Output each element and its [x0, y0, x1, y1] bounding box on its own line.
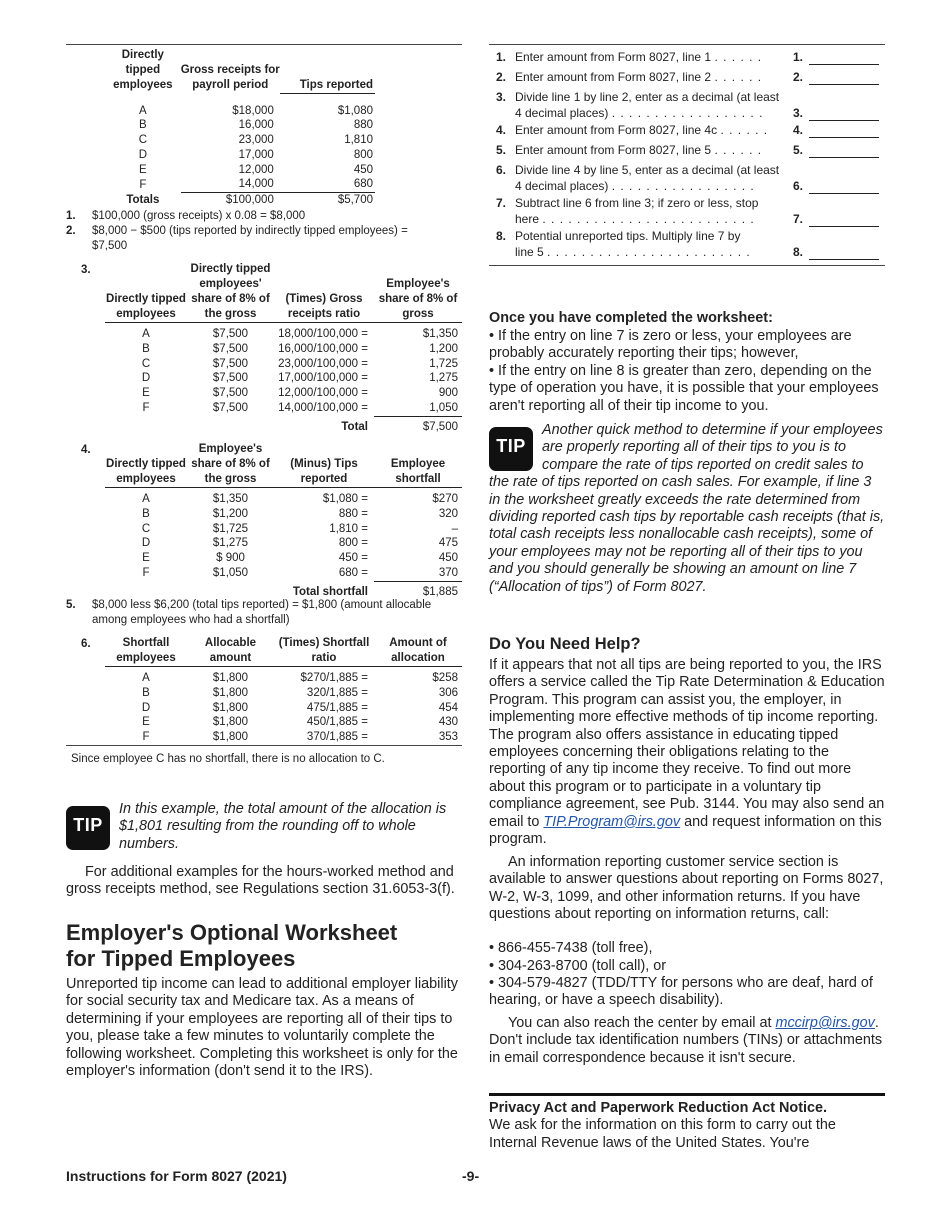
top-rule — [66, 44, 462, 45]
bullet-text: If the entry on line 7 is zero or less, your employees are probably accurately reporting their tips; however, — [489, 328, 852, 362]
leader-dots: . . . . . . . . . . . . . . . . . — [611, 179, 755, 193]
line-number: 6. — [496, 163, 507, 177]
table-cell: 306 — [438, 686, 458, 699]
privacy-rule — [489, 1093, 885, 1096]
worksheet-heading — [66, 920, 462, 972]
table-cell: D — [141, 701, 151, 714]
table-cell: – — [451, 522, 458, 535]
footer-title: Instructions for Form 8027 (2021) — [66, 1168, 287, 1184]
worksheet-line — [489, 195, 885, 227]
help-paragraph: If it appears that not all tips are being reported to you, the IRS offers a service called the Tip Rate Determination & Education Program. This program can assist you, the employer, in implementing more effective methods of tip income reporting. The program also offers assistance in educating tipped employees concerning their obligations relating to the reporting of any tip income they receive. To find out more about this program or to participate in a voluntary tip compliance agreement, see Pub. 3144. You may also send an email to TIP.Program@irs.gov and request information on this program. — [489, 657, 885, 848]
table-cell: F — [142, 567, 150, 580]
worksheet-bottom-rule — [489, 265, 885, 266]
step-number: 6. — [81, 638, 91, 650]
step-number: 1. — [66, 210, 76, 222]
table-cell: E — [142, 387, 150, 400]
table-header: Allocable amount — [187, 636, 274, 667]
phone-text: 866-455-7438 (toll free), — [498, 940, 653, 956]
table-cell: 1,050 — [374, 401, 462, 416]
page-number: -9- — [462, 1168, 480, 1184]
leader-dots: . . . . . . . . . . . . . . . . . . . . . . . . . — [542, 212, 755, 226]
line-text: Enter amount from Form 8027, line 1 — [515, 50, 712, 64]
table-cell: $7,500 — [212, 402, 249, 415]
table-cell: $7,500 — [212, 342, 249, 355]
table-header: Shortfall employees — [105, 636, 187, 667]
table-header: Directly tipped employees — [105, 442, 187, 488]
line-label: 4. — [793, 123, 804, 137]
total-value: $7,500 — [422, 420, 458, 433]
line-number: 7. — [496, 196, 507, 210]
table-cell: 17,000 — [238, 148, 274, 161]
privacy-heading: Privacy Act and Paperwork Reduction Act Notice. — [489, 1100, 828, 1116]
entry-field[interactable] — [809, 107, 879, 121]
heading-line: for Tipped Employees — [66, 946, 296, 971]
privacy-paragraph — [489, 1100, 885, 1152]
table-header: Directly tipped employees' share of 8% of the gross — [187, 262, 274, 323]
total-row — [105, 416, 462, 434]
table-cell: 1,200 — [429, 342, 458, 355]
table-row — [105, 507, 462, 522]
heading-line: Employer's Optional Worksheet — [66, 920, 398, 945]
worksheet-line — [489, 122, 885, 138]
table-cell: E — [142, 716, 150, 729]
table-cell: 430 — [438, 716, 458, 729]
email-paragraph: You can also reach the center by email at mccirp@irs.gov. Don't include tax identification numbers (TINs) or attachments in email correspondence because it isn't secure. — [489, 1015, 883, 1066]
line-number: 5. — [496, 143, 507, 157]
entry-field[interactable] — [809, 144, 879, 158]
table-cell: $258 — [432, 672, 458, 684]
line-number: 3. — [496, 90, 507, 104]
leader-dots: . . . . . . — [714, 70, 763, 84]
table-header: Amount of allocation — [374, 636, 462, 667]
table-cell: 18,000/100,000 = — [278, 328, 368, 340]
table-cell: C — [138, 134, 147, 147]
step-number: 4. — [81, 444, 91, 456]
line-text: 4 decimal places) — [515, 106, 609, 120]
table-cell: 475/1,885 = — [306, 701, 368, 714]
table-row — [105, 566, 462, 581]
table-cell: 370 — [374, 566, 462, 581]
entry-field[interactable] — [809, 180, 879, 194]
line-text: Divide line 4 by line 5, enter as a decimal (at least — [515, 163, 780, 177]
table-cell: 880 — [353, 119, 373, 132]
tip-text: In this example, the total amount of the allocation is $1,801 resulting from the rounding off to whole numbers. — [119, 801, 447, 852]
table-row — [105, 177, 375, 192]
table-body — [105, 671, 462, 745]
table-cell: E — [142, 552, 150, 565]
step-text: $100,000 (gross receipts) x 0.08 = $8,000 — [92, 210, 306, 222]
table-cell: 1,725 — [429, 357, 458, 370]
table-cell: 800 — [353, 148, 373, 161]
worksheet-line — [489, 89, 885, 121]
table-cell: A — [142, 328, 150, 340]
table-cell: $1,725 — [212, 522, 249, 535]
table-header: Directly tipped employees — [105, 262, 187, 323]
table-cell: 320/1,885 = — [306, 686, 368, 699]
mccirp-email-link[interactable]: mccirp@irs.gov — [775, 1015, 875, 1031]
table-header: Gross receipts for payroll period — [180, 64, 280, 91]
table-cell: $1,350 — [212, 493, 249, 505]
table-cell: B — [142, 686, 150, 699]
table-row — [105, 686, 462, 701]
line-number: 8. — [496, 229, 507, 243]
table-header: Employee shortfall — [374, 442, 462, 488]
table-body — [105, 104, 375, 209]
total-label: Total shortfall — [292, 585, 368, 598]
table-cell: 353 — [438, 731, 458, 744]
table-cell: 12,000 — [238, 163, 274, 176]
table-cell: 900 — [438, 387, 458, 400]
table-cell: $100,000 — [225, 194, 274, 207]
once-completed-heading: Once you have completed the worksheet: — [489, 310, 773, 326]
line-text: Divide line 1 by line 2, enter as a decimal (at least — [515, 90, 780, 104]
line-label: 2. — [793, 70, 804, 84]
table-row — [105, 522, 462, 537]
table-cell: 800 = — [338, 537, 368, 550]
worksheet-line — [489, 228, 885, 260]
table-cell: B — [142, 507, 150, 520]
table-cell: C — [141, 522, 151, 535]
total-label: Total — [341, 420, 368, 433]
table-cell: A — [142, 672, 150, 684]
tip-icon: TIP — [66, 806, 110, 850]
table-cell: 1,810 = — [329, 522, 368, 535]
table-cell: $18,000 — [232, 104, 274, 117]
info-reporting-paragraph: An information reporting customer service section is available to answer questions about reporting on Forms 8027, W-2, W-3, 1099, and other information returns. If you have questions about reporting on information returns, call: — [489, 854, 884, 923]
bullet-text: If the entry on line 8 is greater than zero, depending on the type of operation you have, it is possible that your employees aren't reporting all of their tip income to you. — [489, 363, 879, 414]
table-cell: D — [138, 148, 147, 161]
example-bottom-rule — [66, 745, 462, 746]
table-row — [105, 701, 462, 716]
shortfall-table — [105, 442, 462, 600]
table-cell: $1,800 — [212, 701, 249, 714]
line-text: line 5 — [515, 245, 544, 259]
allocation-table — [105, 636, 462, 745]
table-cell: F — [139, 178, 147, 191]
step-number: 3. — [81, 264, 91, 276]
step-2 — [66, 224, 462, 254]
table-cell: 1,810 — [344, 134, 373, 147]
line-number: 2. — [496, 70, 507, 84]
tip-program-email-link[interactable]: TIP.Program@irs.gov — [543, 813, 681, 830]
leader-dots: . . . . . . . . . . . . . . . . . . . . . . . . — [547, 245, 751, 259]
table-row — [105, 536, 462, 551]
line-text: Enter amount from Form 8027, line 5 — [515, 143, 712, 157]
table-row — [105, 342, 462, 357]
table-row — [105, 163, 375, 178]
line-label: 1. — [793, 50, 804, 64]
table-cell: Totals — [126, 194, 160, 207]
table-cell: 23,000/100,000 = — [278, 357, 368, 370]
phone-item: • 304-263-8700 (toll call), or — [489, 958, 667, 974]
table-cell: $5,700 — [337, 194, 373, 207]
table-cell: 14,000 — [181, 177, 280, 192]
table-row — [105, 327, 462, 342]
step-text: $8,000 less $6,200 (total tips reported) = $1,800 (amount allocable among employees who had a shortfall) — [92, 599, 432, 626]
table-cell: $1,080 — [337, 104, 373, 117]
line-label: 6. — [793, 179, 804, 193]
line-label: 5. — [793, 143, 804, 157]
line-label: 3. — [793, 106, 804, 120]
leader-dots: . . . . . . — [714, 50, 763, 64]
table-body — [105, 492, 462, 600]
table-cell: 680 = — [338, 567, 368, 580]
table-cell: $7,500 — [212, 372, 249, 385]
table-header: (Times) Gross receipts ratio — [274, 262, 374, 323]
table-row — [105, 715, 462, 730]
phone-item: • 866-455-7438 (toll free), — [489, 940, 653, 956]
worksheet-top-rule — [489, 44, 885, 45]
line-text: 4 decimal places) — [515, 179, 609, 193]
worksheet-line — [489, 162, 885, 194]
worksheet-line — [489, 49, 885, 65]
step-5 — [66, 598, 462, 628]
line-text: Enter amount from Form 8027, line 2 — [515, 70, 712, 84]
table-cell: F — [142, 402, 150, 415]
table-cell: $1,800 — [212, 716, 249, 729]
privacy-text: We ask for the information on this form to carry out the Internal Revenue laws of the United States. You're — [489, 1117, 836, 1151]
table-cell: 16,000/100,000 = — [278, 342, 368, 355]
table-header: (Minus) Tips reported — [274, 442, 374, 488]
table-cell: 475 — [438, 537, 458, 550]
table-cell: $1,800 — [212, 731, 249, 744]
entry-field[interactable] — [809, 71, 879, 85]
line-number: 1. — [496, 50, 507, 64]
table-header: Tips reported — [280, 48, 375, 93]
table-cell: 450 — [438, 552, 458, 565]
table-cell: $ 900 — [216, 552, 245, 565]
table-body — [105, 327, 462, 435]
table-cell: 16,000 — [238, 119, 274, 132]
leader-dots: . . . . . . — [720, 123, 769, 137]
line-label: 7. — [793, 212, 804, 226]
table-cell: $7,500 — [212, 357, 249, 370]
table-row — [105, 671, 462, 686]
entry-field[interactable] — [809, 51, 879, 65]
table-cell: D — [141, 537, 151, 550]
entry-field[interactable] — [809, 124, 879, 138]
table-cell: E — [139, 163, 147, 176]
worksheet-line — [489, 142, 885, 158]
table-row — [105, 551, 462, 566]
table-cell: 370/1,885 = — [306, 731, 368, 744]
table-cell: $7,500 — [212, 328, 249, 340]
table-cell: $1,200 — [212, 507, 249, 520]
total-row — [105, 581, 462, 599]
table-cell: 320 — [438, 507, 458, 520]
share-table — [105, 262, 462, 435]
phone-text: 304-263-8700 (toll call), or — [498, 958, 667, 974]
table-row — [105, 730, 462, 745]
line-text: Potential unreported tips. Multiply line 7 by — [515, 229, 741, 243]
step-text: $8,000 − $500 (tips reported by indirectly tipped employees) = $7,500 — [92, 225, 408, 252]
table-cell: $1,800 — [212, 686, 249, 699]
table-cell: A — [139, 104, 147, 117]
table-cell: 17,000/100,000 = — [278, 372, 368, 385]
table-cell: 1,275 — [429, 372, 458, 385]
table-cell: 454 — [438, 701, 458, 714]
no-allocation-note: Since employee C has no shortfall, there is no allocation to C. — [71, 753, 385, 765]
additional-examples-paragraph: For additional examples for the hours-worked method and gross receipts method, see Regulations section 31.6053-3(f). — [66, 864, 455, 898]
totals-row — [105, 193, 375, 208]
table-cell: B — [142, 342, 150, 355]
table-header: (Times) Shortfall ratio — [274, 636, 374, 667]
bullet-item: • If the entry on line 7 is zero or less, your employees are probably accurately reporting their tips; however, — [489, 328, 852, 362]
table-cell: D — [141, 372, 151, 385]
leader-dots: . . . . . . . . . . . . . . . . . . — [611, 106, 764, 120]
table-header: Directly tipped employees — [113, 49, 173, 91]
entry-field[interactable] — [809, 246, 879, 260]
table-row — [105, 133, 375, 148]
table-header: Employee's share of 8% of the gross — [187, 442, 274, 488]
tip-text: Another quick method to determine if your employees are properly reporting all of their tips to you is to compare the rate of tips reported on credit sales to the rate of tips reported on cash sales. For example, if line 3 in the worksheet greatly exceeds the rate determined from dividing reported cash tips by reportable cash receipts (that is, total cash receipts less nonallocable cash receipts), some of your employees may not be reporting all of their tips to you and you should generally be showing an amount on line 7 (“Allocation of tips”) of Form 8027. — [489, 422, 885, 595]
table-cell: $1,080 = — [322, 493, 368, 505]
line-text: here — [515, 212, 540, 226]
leader-dots: . . . . . . — [714, 143, 763, 157]
table-row — [105, 148, 375, 163]
bullet-item: • If the entry on line 8 is greater than zero, depending on the type of operation you have, it is possible that your employees aren't reporting all of their tip income to you. — [489, 363, 879, 414]
line-label: 8. — [793, 245, 804, 259]
table-cell: 450 = — [338, 552, 368, 565]
table-row — [105, 386, 462, 401]
help-heading: Do You Need Help? — [489, 635, 641, 653]
table-cell: B — [139, 119, 147, 132]
worksheet-line — [489, 69, 885, 85]
table-cell: $1,275 — [212, 537, 249, 550]
step-1 — [66, 209, 462, 224]
table-cell: 12,000/100,000 = — [278, 387, 368, 400]
phone-text: 304-579-4827 (TDD/TTY for persons who are deaf, hard of hearing, or have a speech disability). — [489, 975, 873, 1009]
table-row — [105, 401, 462, 416]
table-cell: 450/1,885 = — [306, 716, 368, 729]
step-number: 5. — [66, 599, 76, 611]
table-cell: 880 = — [338, 507, 368, 520]
line-text: Enter amount from Form 8027, line 4c — [515, 123, 718, 137]
table-row — [105, 371, 462, 386]
table-cell: $270 — [432, 493, 458, 505]
step-number: 2. — [66, 225, 76, 237]
phone-item: • 304-579-4827 (TDD/TTY for persons who are deaf, hard of hearing, or have a speech disability). — [489, 975, 873, 1009]
table-cell: $1,050 — [212, 567, 249, 580]
table-cell: $7,500 — [212, 387, 249, 400]
table-cell: $1,800 — [212, 672, 249, 684]
table-header: Employee's share of 8% of gross — [374, 262, 462, 323]
table-cell: $270/1,885 = — [300, 672, 368, 684]
table-row — [105, 104, 375, 119]
line-text: Subtract line 6 from line 3; if zero or less, stop — [515, 196, 759, 210]
entry-field[interactable] — [809, 213, 879, 227]
total-value: $1,885 — [422, 585, 458, 598]
table-cell: 680 — [280, 177, 375, 192]
gross-receipts-table — [105, 48, 375, 208]
table-cell: $1,350 — [422, 328, 458, 340]
table-row — [105, 118, 375, 133]
table-cell: 23,000 — [238, 134, 274, 147]
table-row — [105, 492, 462, 507]
table-cell: 450 — [353, 163, 373, 176]
table-row — [105, 357, 462, 372]
table-cell: C — [141, 357, 151, 370]
worksheet-intro: Unreported tip income can lead to additional employer liability for social security tax and Medicare tax. As a means of determining if your employees are reporting all of their tips to you, please take a few minutes to voluntarily complete the following worksheet. Completing this worksheet is only for the employer's information (don't send it to the IRS). — [66, 976, 458, 1080]
table-cell: A — [142, 493, 150, 505]
line-number: 4. — [496, 123, 507, 137]
table-cell: F — [142, 731, 150, 744]
table-cell: 14,000/100,000 = — [278, 402, 368, 415]
tip-icon: TIP — [489, 427, 533, 471]
